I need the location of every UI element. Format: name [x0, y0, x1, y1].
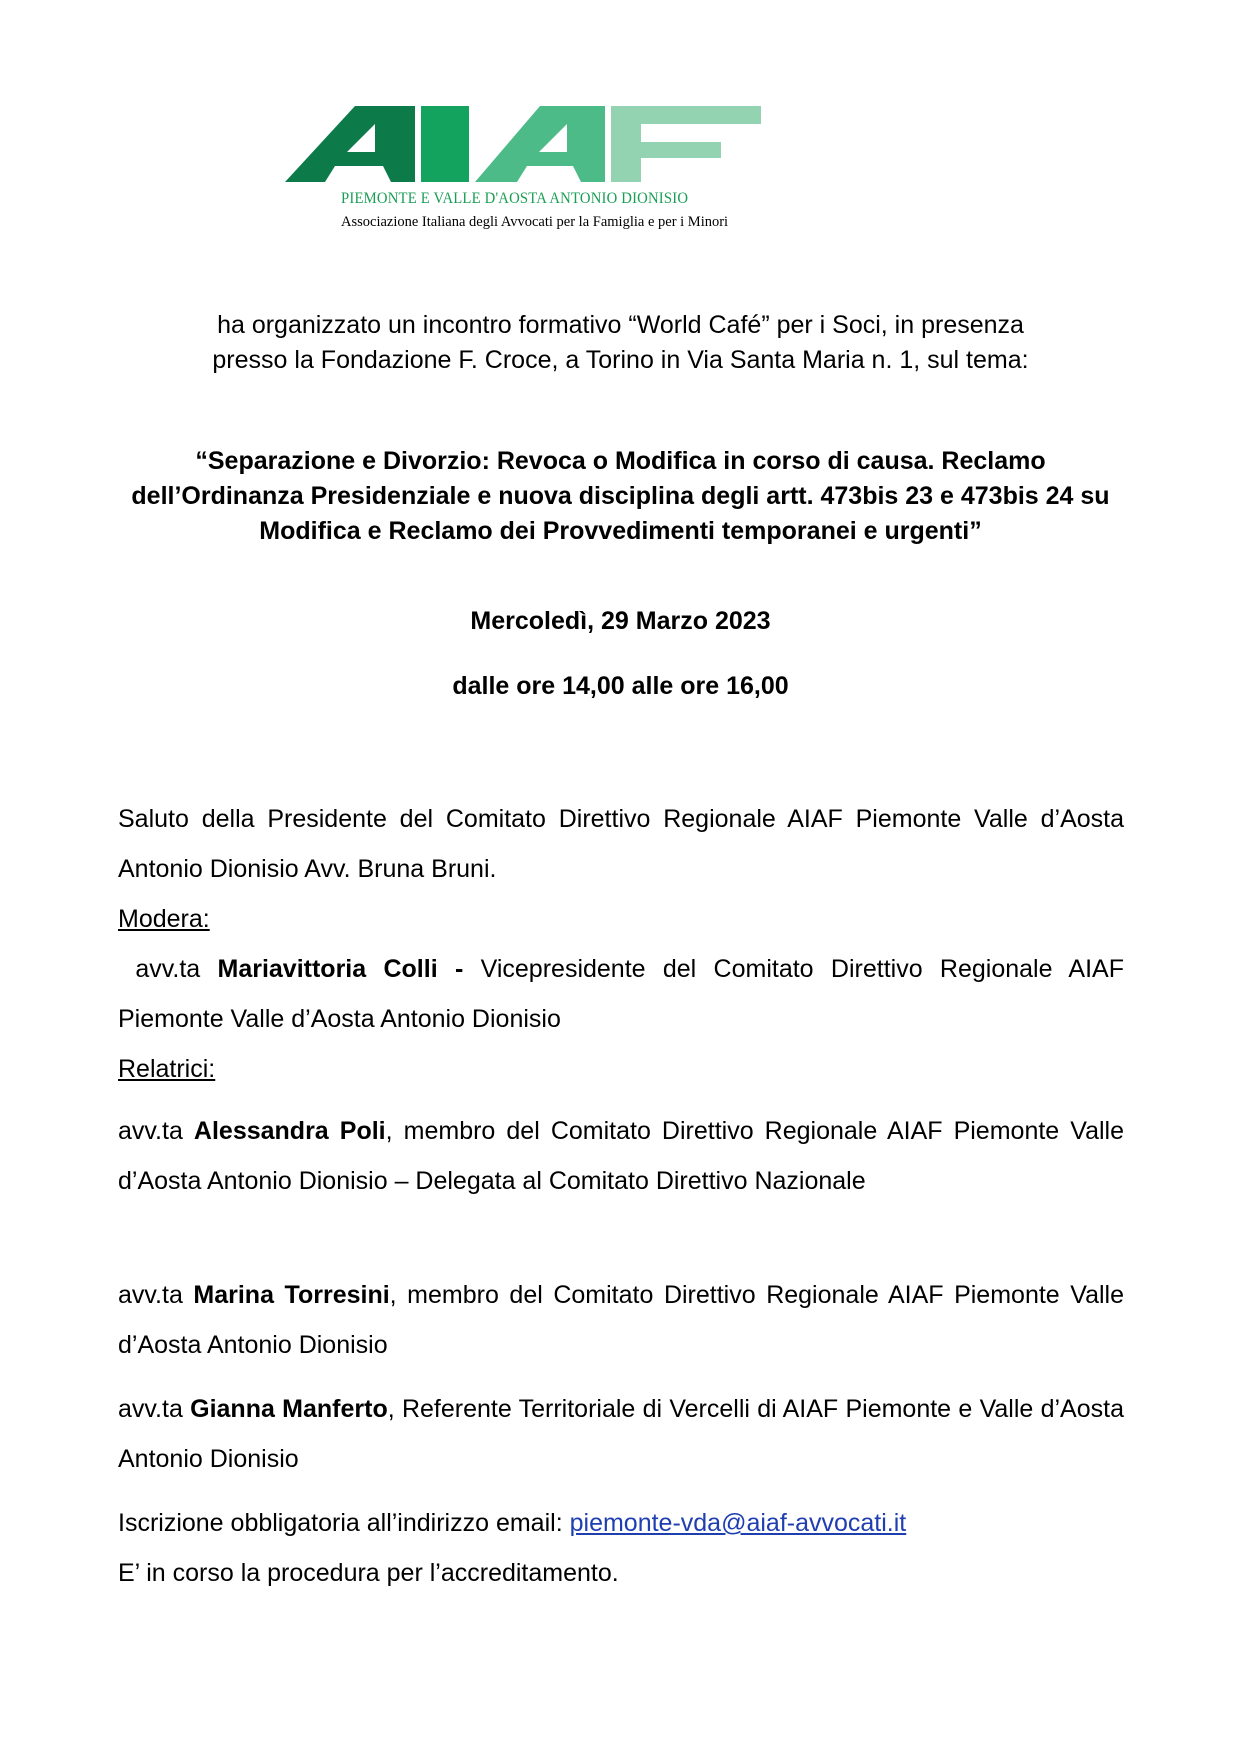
intro-line-1: ha organizzato un incontro formativo “World Café” per i Soci, in presenza — [217, 311, 1024, 339]
moderator-prefix: avv.ta — [135, 955, 201, 983]
speaker-1 — [118, 1106, 1124, 1206]
logo-tagline: Associazione Italiana degli Avvocati per la Famiglia e per i Minori — [341, 214, 729, 230]
registration-section — [118, 1498, 1124, 1598]
speakers-heading: Relatrici: — [118, 1055, 216, 1083]
speaker-role: , membro del Comitato Direttivo Regionale AIAF Piemonte Valle d’Aosta Antonio Dionisio – Delegata al Comitato Direttivo Nazionale — [118, 1117, 1124, 1195]
greeting-section — [118, 794, 1124, 1094]
intro-text — [100, 308, 1141, 378]
moderator-heading: Modera: — [118, 905, 210, 933]
speaker-name: Marina Torresini — [193, 1281, 390, 1309]
speaker-prefix: avv.ta — [118, 1117, 183, 1145]
intro-line-2: presso la Fondazione F. Croce, a Torino in Via Santa Maria n. 1, sul tema: — [212, 346, 1029, 374]
speaker-prefix: avv.ta — [118, 1395, 183, 1423]
speaker-role: , Referente Territoriale di Vercelli di AIAF Piemonte e Valle d’Aosta Antonio Dionisio — [118, 1395, 1124, 1473]
logo-subtitle: PIEMONTE E VALLE D'AOSTA ANTONIO DIONISIO — [341, 190, 689, 207]
moderator-entry: avv.ta Mariavittoria Colli - Vicepresidente del Comitato Direttivo Regionale AIAF Piemonte Valle d’Aosta Antonio Dionisio — [118, 955, 1125, 1033]
greeting-text: Saluto della Presidente del Comitato Direttivo Regionale AIAF Piemonte Valle d’Aosta Antonio Dionisio Avv. Bruna Bruni. — [118, 805, 1124, 883]
speaker-2 — [118, 1270, 1124, 1370]
event-date: Mercoledì, 29 Marzo 2023 — [470, 607, 771, 635]
event-title: “Separazione e Divorzio: Revoca o Modifica in corso di causa. Reclamo dell’Ordinanza Presidenziale e nuova disciplina degli artt. 473bis 23 e 473bis 24 su Modifica e Reclamo dei Provvedimenti temporanei e urgenti” — [131, 447, 1110, 545]
registration-email-link[interactable]: piemonte-vda@aiaf-avvocati.it — [569, 1509, 907, 1537]
speaker-name: Alessandra Poli — [193, 1117, 386, 1145]
moderator-name: Mariavittoria Colli — [217, 955, 438, 983]
aiaf-logo-mark — [285, 104, 865, 186]
speaker-role: , membro del Comitato Direttivo Regionale AIAF Piemonte Valle d’Aosta Antonio Dionisio — [118, 1281, 1124, 1359]
speaker-3 — [118, 1384, 1124, 1484]
accreditation-text: E’ in corso la procedura per l’accreditamento. — [118, 1559, 619, 1587]
speaker-name: Gianna Manferto — [190, 1395, 388, 1423]
aiaf-logo — [285, 104, 865, 244]
moderator-role: Vicepresidente del Comitato Direttivo Regionale AIAF Piemonte Valle d’Aosta Antonio Dionisio — [118, 955, 1125, 1033]
speaker-prefix: avv.ta — [118, 1281, 183, 1309]
registration-text: Iscrizione obbligatoria all’indirizzo email: — [118, 1509, 563, 1537]
event-time: dalle ore 14,00 alle ore 16,00 — [452, 672, 789, 700]
